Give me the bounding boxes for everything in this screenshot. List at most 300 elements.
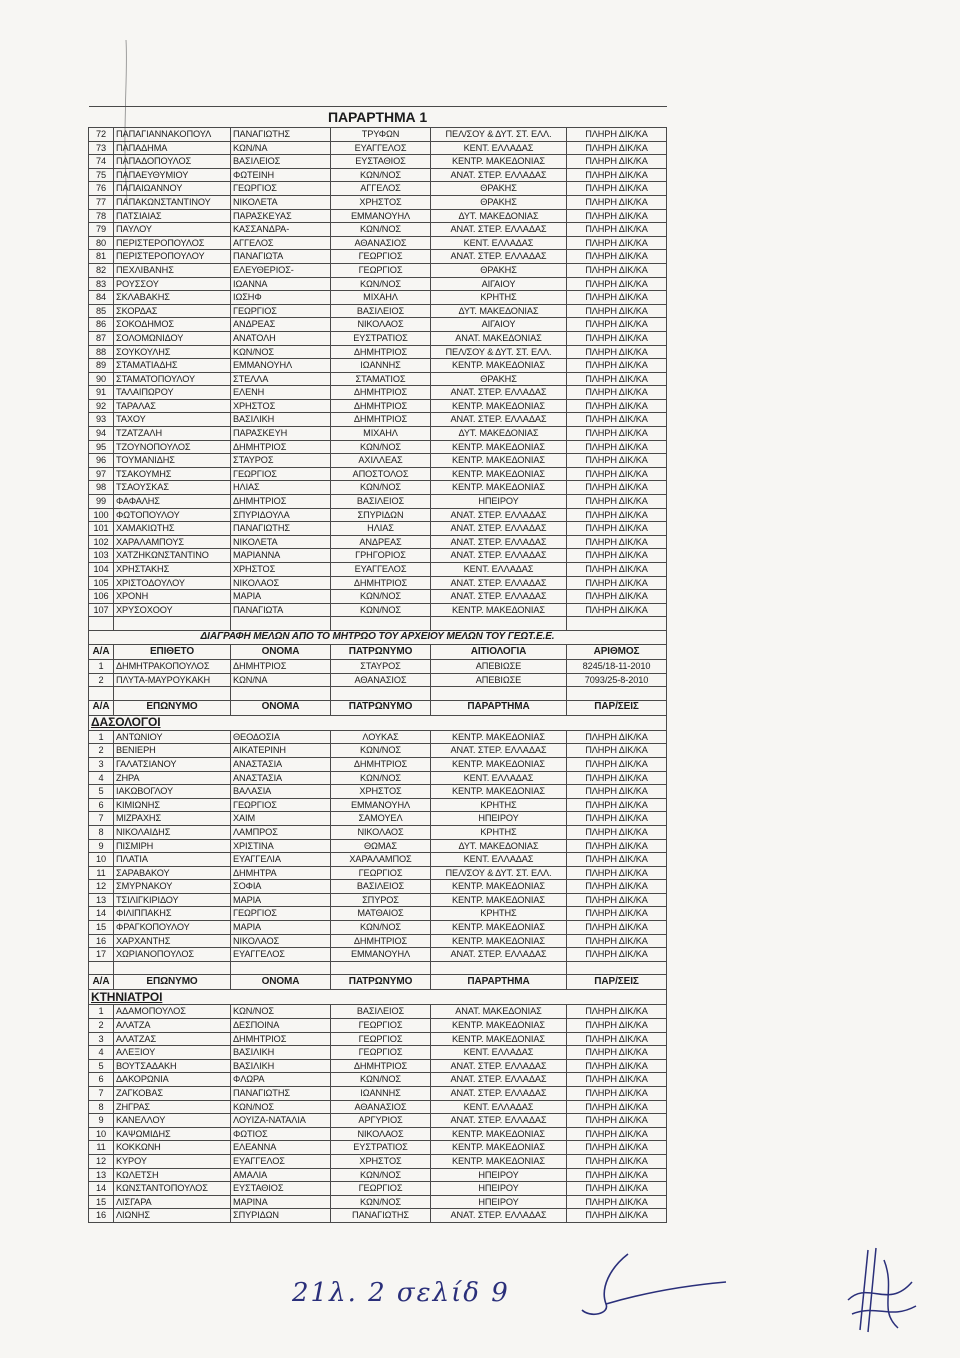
member-row [89,359,667,373]
cell: ΠΛΗΡΗ ΔΙΚ/ΚΑ [567,304,667,318]
cell: ΚΕΝΤΡ. ΜΑΚΕΔΟΝΙΑΣ [431,359,567,373]
cell: ΚΕΝΤΡ. ΜΑΚΕΔΟΝΙΑΣ [431,757,567,771]
member-row [89,440,667,454]
cell: ΧΡΟΝΗ [114,590,231,604]
cell: 11 [89,866,114,880]
cell: ΠΛΗΡΗ ΔΙΚ/ΚΑ [567,454,667,468]
cell: ΠΛΗΡΗ ΔΙΚ/ΚΑ [567,359,667,373]
cell: ΧΑΤΖΗΚΩΝΣΤΑΝΤΙΝΟ [114,549,231,563]
cell: ΠΛΗΡΗ ΔΙΚ/ΚΑ [567,1195,667,1209]
cell: 10 [89,853,114,867]
forester-row [89,798,667,812]
cell: ΑΝΑΤ. ΣΤΕΡ. ΕΛΛΑΔΑΣ [431,1059,567,1073]
cell: 2 [89,673,114,687]
cell: ΔΗΜΗΤΡΙΟΣ [331,386,431,400]
cell: ΘΡΑΚΗΣ [431,182,567,196]
cell: ΖΑΓΚΟΒΑΣ [114,1087,231,1101]
cell: 87 [89,331,114,345]
cell: ΕΜΜΑΝΟΥΗΛ [231,359,331,373]
cell: ΠΛΗΡΗ ΔΙΚ/ΚΑ [567,1127,667,1141]
cell: ΓΕΩΡΓΙΟΣ [231,467,331,481]
column-header: ΟΝΟΜΑ [231,700,331,715]
cell: ΦΙΛΙΠΠΑΚΗΣ [114,907,231,921]
cell: ΠΛΗΡΗ ΔΙΚ/ΚΑ [567,535,667,549]
cell: ΠΛΗΡΗ ΔΙΚ/ΚΑ [567,236,667,250]
cell: ΑΝΑΤ. ΣΤΕΡ. ΕΛΛΑΔΑΣ [431,1073,567,1087]
cell: ΤΖΟΥΝΟΠΟΥΛΟΣ [114,440,231,454]
cell: ΘΩΜΑΣ [331,839,431,853]
member-row [89,576,667,590]
cell: ΧΩΡΙΑΝΟΠΟΥΛΟΣ [114,948,231,962]
cell: 91 [89,386,114,400]
forester-row [89,907,667,921]
cell: ΠΛΗΡΗ ΔΙΚ/ΚΑ [567,372,667,386]
cell: ΣΠΥΡΟΣ [331,893,431,907]
cell: ΑΝΑΤ. ΣΤΕΡ. ΕΛΛΑΔΑΣ [431,223,567,237]
cell: ΠΛΗΡΗ ΔΙΚ/ΚΑ [567,1005,667,1019]
member-row [89,386,667,400]
cell: ΚΩΝΣΤΑΝΤΟΠΟΥΛΟΣ [114,1182,231,1196]
cell: ΠΛΗΡΗ ΔΙΚ/ΚΑ [567,481,667,495]
forester-row [89,825,667,839]
cell: ΠΛΗΡΗ ΔΙΚ/ΚΑ [567,812,667,826]
cell: ΚΟΚΚΩΝΗ [114,1141,231,1155]
cell: ΣΟΛΟΜΩΝΙΔΟΥ [114,331,231,345]
forester-row [89,785,667,799]
cell: ΠΛΗΡΗ ΔΙΚ/ΚΑ [567,331,667,345]
cell: ΑΝΑΤΟΛΗ [231,331,331,345]
cell: ΕΜΜΑΝΟΥΗΛ [331,209,431,223]
cell: ΠΕΛ/ΣΟΥ & ΔΥΤ. ΣΤ. ΕΛΛ. [431,128,567,142]
cell: 2 [89,1019,114,1033]
cell: 88 [89,345,114,359]
cell: ΜΑΡΙΝΑ [231,1195,331,1209]
cell: ΚΩΝ/ΝΟΣ [331,277,431,291]
cell: ΔΗΜΗΤΡΙΟΣ [331,1059,431,1073]
forester-row [89,744,667,758]
cell: ΚΕΝΤ. ΕΛΛΑΔΑΣ [431,1100,567,1114]
cell: 98 [89,481,114,495]
cell: ΑΠΕΒΙΩΣΕ [431,659,567,673]
member-row [89,250,667,264]
cell: ΧΡΗΣΤΟΣ [331,1154,431,1168]
forester-row [89,839,667,853]
cell: ΠΛΗΡΗ ΔΙΚ/ΚΑ [567,1114,667,1128]
cell: 9 [89,1114,114,1128]
vets-section-title-row [89,990,667,1005]
deletion-header-row [89,644,667,659]
cell: ΠΑΠΑΔΟΠΟΥΛΟΣ [114,155,231,169]
forester-row [89,812,667,826]
cell: ΠΛΗΡΗ ΔΙΚ/ΚΑ [567,757,667,771]
cell: ΑΝΑΣΤΑΣΙΑ [231,771,331,785]
column-header: ΕΠΩΝΥΜΟ [114,975,231,990]
cell: 15 [89,921,114,935]
cell: 13 [89,893,114,907]
handwritten-note: 21λ. 2 σελίδ 9 [292,1278,510,1308]
member-row [89,413,667,427]
cell: ΧΡΗΣΤΟΣ [231,563,331,577]
cell: ΠΛΗΡΗ ΔΙΚ/ΚΑ [567,141,667,155]
cell: ΣΑΡΑΒΑΚΟΥ [114,866,231,880]
cell: 102 [89,535,114,549]
cell: ΛΟΥΙΖΑ-ΝΑΤΑΛΙΑ [231,1114,331,1128]
cell: ΠΛΑΤΙΑ [114,853,231,867]
cell: ΛΑΜΠΡΟΣ [231,825,331,839]
cell: ΚΕΝΤΡ. ΜΑΚΕΔΟΝΙΑΣ [431,467,567,481]
vet-row [89,1154,667,1168]
cell: ΤΡΥΦΩΝ [331,128,431,142]
cell: ΚΕΝΤΡ. ΜΑΚΕΔΟΝΙΑΣ [431,880,567,894]
cell: ΣΚΟΡΔΑΣ [114,304,231,318]
cell: ΕΥΑΓΓΕΛΟΣ [231,948,331,962]
cell: 75 [89,168,114,182]
cell: ΑΝΑΤ. ΣΤΕΡ. ΕΛΛΑΔΑΣ [431,250,567,264]
deletion-title: ΔΙΑΓΡΑΦΗ ΜΕΛΩΝ ΑΠΟ ΤΟ ΜΗΤΡΩΟ ΤΟΥ ΑΡΧΕΙΟΥ ΜΕΛΩΝ ΤΟΥ ΓΕΩΤ.Ε.Ε. [89,630,667,644]
cell: ΒΑΛΑΣΙΑ [231,785,331,799]
vet-row [89,1059,667,1073]
cell: ΚΡΗΤΗΣ [431,825,567,839]
cell: 77 [89,195,114,209]
cell: ΚΩΝ/ΝΟΣ [231,1100,331,1114]
member-row [89,277,667,291]
cell: ΓΕΩΡΓΙΟΣ [331,263,431,277]
cell: ΗΠΕΙΡΟΥ [431,812,567,826]
cell: ΠΛΗΡΗ ΔΙΚ/ΚΑ [567,1059,667,1073]
vets-header-row [89,975,667,990]
cell: 16 [89,1209,114,1223]
member-row [89,427,667,441]
cell: ΑΝΑΤ. ΣΤΕΡ. ΕΛΛΑΔΑΣ [431,168,567,182]
cell: ΣΟΚΟΔΗΜΟΣ [114,318,231,332]
cell: ΙΩΑΝΝΗΣ [331,359,431,373]
vet-row [89,1032,667,1046]
cell: ΝΙΚΟΛΑΟΣ [331,825,431,839]
cell: ΠΛΗΡΗ ΔΙΚ/ΚΑ [567,576,667,590]
forester-row [89,866,667,880]
cell: 7 [89,812,114,826]
column-header: ΟΝΟΜΑ [231,644,331,659]
cell: 5 [89,1059,114,1073]
cell: ΑΝΑΤ. ΣΤΕΡ. ΕΛΛΑΔΑΣ [431,413,567,427]
cell: 6 [89,1073,114,1087]
cell: ΓΕΩΡΓΙΟΣ [331,866,431,880]
cell: ΑΘΑΝΑΣΙΟΣ [331,1100,431,1114]
cell: ΤΣΙΛΙΓΚΙΡΙΔΟΥ [114,893,231,907]
cell: ΠΑΡΑΣΚΕΥΗ [231,427,331,441]
column-header: ΠΑΤΡΩΝΥΜΟ [331,700,431,715]
cell: ΓΕΩΡΓΙΟΣ [331,250,431,264]
cell: ΚΡΗΤΗΣ [431,907,567,921]
cell: ΚΕΝΤΡ. ΜΑΚΕΔΟΝΙΑΣ [431,1127,567,1141]
cell: ΚΕΝΤΡ. ΜΑΚΕΔΟΝΙΑΣ [431,1154,567,1168]
cell: ΑΝΑΣΤΑΣΙΑ [231,757,331,771]
cell: ΒΟΥΤΣΑΔΑΚΗ [114,1059,231,1073]
forester-row [89,771,667,785]
cell: ΒΑΣΙΛΕΙΟΣ [331,495,431,509]
cell: ΠΑΠΑΙΩΑΝΝΟΥ [114,182,231,196]
cell: ΠΛΗΡΗ ΔΙΚ/ΚΑ [567,413,667,427]
cell: ΧΑΜΑΚΙΩΤΗΣ [114,522,231,536]
cell: ΑΝΑΤ. ΣΤΕΡ. ΕΛΛΑΔΑΣ [431,535,567,549]
cell: ΘΡΑΚΗΣ [431,263,567,277]
cell: ΚΩΝ/ΝΟΣ [331,771,431,785]
cell: ΠΑΠΑΕΥΘΥΜΙΟΥ [114,168,231,182]
cell: ΠΛΗΡΗ ΔΙΚ/ΚΑ [567,1032,667,1046]
cell: ΔΗΜΗΤΡΙΟΣ [331,413,431,427]
title-row [89,107,667,128]
cell: ΠΛΗΡΗ ΔΙΚ/ΚΑ [567,744,667,758]
cell: ΓΕΩΡΓΙΟΣ [331,1019,431,1033]
cell: ΕΛΕΝΗ [231,386,331,400]
column-header: ΟΝΟΜΑ [231,975,331,990]
cell: ΕΥΣΤΑΘΙΟΣ [231,1182,331,1196]
cell: ΕΛΕΑΝΝΑ [231,1141,331,1155]
member-row [89,508,667,522]
cell: 12 [89,880,114,894]
cell: ΔΕΣΠΟΙΝΑ [231,1019,331,1033]
cell: ΠΛΗΡΗ ΔΙΚ/ΚΑ [567,399,667,413]
cell: 11 [89,1141,114,1155]
cell: ΑΝΑΤ. ΣΤΕΡ. ΕΛΛΑΔΑΣ [431,1209,567,1223]
cell: ΠΛΗΡΗ ΔΙΚ/ΚΑ [567,522,667,536]
cell: ΚΕΝΤΡ. ΜΑΚΕΔΟΝΙΑΣ [431,603,567,617]
member-row [89,535,667,549]
member-row [89,467,667,481]
cell: ΚΩΝ/ΝΟΣ [231,1005,331,1019]
cell: 79 [89,223,114,237]
cell: ΦΑΦΑΛΗΣ [114,495,231,509]
cell: 95 [89,440,114,454]
cell: ΚΩΛΕΤΣΗ [114,1168,231,1182]
cell: ΠΛΗΡΗ ΔΙΚ/ΚΑ [567,866,667,880]
vet-row [89,1046,667,1060]
cell: ΧΡΙΣΤΙΝΑ [231,839,331,853]
member-row [89,331,667,345]
forester-row [89,934,667,948]
vet-row [89,1195,667,1209]
cell: 7 [89,1087,114,1101]
member-row [89,454,667,468]
cell: ΛΟΥΚΑΣ [331,730,431,744]
cell: ΔΗΜΗΤΡΑ [231,866,331,880]
cell: ΕΥΑΓΓΕΛΟΣ [231,1154,331,1168]
cell: ΓΕΩΡΓΙΟΣ [231,907,331,921]
member-row [89,128,667,142]
member-row [89,236,667,250]
member-row [89,549,667,563]
cell: 13 [89,1168,114,1182]
member-row [89,318,667,332]
cell: ΕΜΜΑΝΟΥΗΛ [331,798,431,812]
column-header: ΠΑΡ/ΣΕΙΣ [567,975,667,990]
cell: ΚΕΝΤΡ. ΜΑΚΕΔΟΝΙΑΣ [431,921,567,935]
cell: ΠΑΠΑΔΗΜΑ [114,141,231,155]
page-title: ΠΑΡΑΡΤΗΜΑ 1 [89,107,667,128]
column-header: Α/Α [89,975,114,990]
cell: ΠΛΗΡΗ ΔΙΚ/ΚΑ [567,223,667,237]
cell: ΣΑΜΟΥΕΛ [331,812,431,826]
cell: ΑΙΓΑΙΟΥ [431,277,567,291]
cell: ΕΛΕΥΘΕΡΙΟΣ- [231,263,331,277]
cell: ΚΕΝΤΡ. ΜΑΚΕΔΟΝΙΑΣ [431,481,567,495]
cell: ΠΛΗΡΗ ΔΙΚ/ΚΑ [567,603,667,617]
cell: 3 [89,1032,114,1046]
cell: ΠΛΗΡΗ ΔΙΚ/ΚΑ [567,467,667,481]
cell: ΑΙΚΑΤΕΡΙΝΗ [231,744,331,758]
foresters-header-row [89,700,667,715]
cell: ΤΑΛΑΙΠΩΡΟΥ [114,386,231,400]
cell: ΠΛΗΡΗ ΔΙΚ/ΚΑ [567,195,667,209]
cell: ΠΑΝΑΓΙΩΤΗΣ [231,128,331,142]
cell: ΠΛΗΡΗ ΔΙΚ/ΚΑ [567,1141,667,1155]
member-row [89,590,667,604]
cell: ΠΛΗΡΗ ΔΙΚ/ΚΑ [567,263,667,277]
cell: ΠΛΗΡΗ ΔΙΚ/ΚΑ [567,785,667,799]
cell: ΠΑΥΛΟΥ [114,223,231,237]
cell: ΑΜΑΛΙΑ [231,1168,331,1182]
cell: ΣΤΑΥΡΟΣ [331,659,431,673]
cell: 16 [89,934,114,948]
cell: 14 [89,1182,114,1196]
cell: ΓΕΩΡΓΙΟΣ [331,1032,431,1046]
forester-row [89,757,667,771]
cell: 14 [89,907,114,921]
cell: ΠΕΛ/ΣΟΥ & ΔΥΤ. ΣΤ. ΕΛΛ. [431,866,567,880]
cell: ΧΡΗΣΤΟΣ [331,195,431,209]
cell: ΚΕΝΤ. ΕΛΛΑΔΑΣ [431,141,567,155]
cell: ΑΠΕΒΙΩΣΕ [431,673,567,687]
cell: ΑΝΤΩΝΙΟΥ [114,730,231,744]
cell: 4 [89,1046,114,1060]
cell: ΔΥΤ. ΜΑΚΕΔΟΝΙΑΣ [431,304,567,318]
cell: ΠΑΝΑΓΙΩΤΑ [231,250,331,264]
cell: 17 [89,948,114,962]
cell: 99 [89,495,114,509]
cell: ΒΑΣΙΛΙΚΗ [231,413,331,427]
cell: ΠΛΗΡΗ ΔΙΚ/ΚΑ [567,291,667,305]
cell: ΧΑΙΜ [231,812,331,826]
cell: ΔΥΤ. ΜΑΚΕΔΟΝΙΑΣ [431,427,567,441]
cell: ΔΗΜΗΤΡΙΟΣ [331,757,431,771]
cell: 9 [89,839,114,853]
member-row [89,603,667,617]
cell: ΖΗΓΡΑΣ [114,1100,231,1114]
cell: ΗΠΕΙΡΟΥ [431,495,567,509]
cell: ΠΛΗΡΗ ΔΙΚ/ΚΑ [567,128,667,142]
cell: ΛΙΩΝΗΣ [114,1209,231,1223]
cell: 1 [89,659,114,673]
cell: ΚΕΝΤ. ΕΛΛΑΔΑΣ [431,853,567,867]
cell: ΠΛΗΡΗ ΔΙΚ/ΚΑ [567,839,667,853]
member-row [89,223,667,237]
cell: ΠΑΠΑΚΩΝΣΤΑΝΤΙΝΟΥ [114,195,231,209]
cell: ΓΕΩΡΓΙΟΣ [331,1182,431,1196]
cell: 80 [89,236,114,250]
cell: ΚΩΝ/ΝΟΣ [331,481,431,495]
cell: ΠΛΗΡΗ ΔΙΚ/ΚΑ [567,549,667,563]
cell: ΑΡΓΥΡΙΟΣ [331,1114,431,1128]
cell: 90 [89,372,114,386]
cell: ΠΛΗΡΗ ΔΙΚ/ΚΑ [567,1100,667,1114]
member-row [89,563,667,577]
member-row [89,495,667,509]
vet-row [89,1209,667,1223]
vet-row [89,1168,667,1182]
cell: ΓΕΩΡΓΙΟΣ [231,304,331,318]
cell: 2 [89,744,114,758]
cell: ΑΓΓΕΛΟΣ [231,236,331,250]
cell: ΑΝΑΤ. ΣΤΕΡ. ΕΛΛΑΔΑΣ [431,948,567,962]
cell: ΑΓΓΕΛΟΣ [331,182,431,196]
cell: ΔΗΜΗΤΡΙΟΣ [231,659,331,673]
signature-right [838,1240,922,1340]
cell: 97 [89,467,114,481]
cell: ΚΕΝΤ. ΕΛΛΑΔΑΣ [431,563,567,577]
column-header: ΑΙΤΙΟΛΟΓΙΑ [431,644,567,659]
cell: ΠΛΗΡΗ ΔΙΚ/ΚΑ [567,934,667,948]
member-row [89,195,667,209]
cell: ΚΡΗΤΗΣ [431,798,567,812]
cell: ΑΙΓΑΙΟΥ [431,318,567,332]
cell: ΠΛΗΡΗ ΔΙΚ/ΚΑ [567,250,667,264]
column-header: ΕΠΙΘΕΤΟ [114,644,231,659]
cell: ΚΩΝ/ΝΟΣ [331,1168,431,1182]
cell: ΜΑΡΙΑ [231,590,331,604]
cell: ΠΛΥΤΑ-ΜΑΥΡΟΥΚΑΚΗ [114,673,231,687]
cell: ΔΑΚΟΡΩΝΙΑ [114,1073,231,1087]
forester-row [89,880,667,894]
cell: ΖΗΡΑ [114,771,231,785]
cell: ΚΥΡΟΥ [114,1154,231,1168]
cell: ΘΕΟΔΟΣΙΑ [231,730,331,744]
cell: ΚΕΝΤ. ΕΛΛΑΔΑΣ [431,1046,567,1060]
blank-row [89,617,667,631]
cell: ΠΛΗΡΗ ΔΙΚ/ΚΑ [567,386,667,400]
cell: 85 [89,304,114,318]
cell: ΠΛΗΡΗ ΔΙΚ/ΚΑ [567,155,667,169]
cell: ΑΝΑΤ. ΣΤΕΡ. ΕΛΛΑΔΑΣ [431,576,567,590]
cell: ΠΕΛ/ΣΟΥ & ΔΥΤ. ΣΤ. ΕΛΛ. [431,345,567,359]
cell: ΔΗΜΗΤΡΙΟΣ [331,399,431,413]
cell: ΠΕΡΙΣΤΕΡΟΠΟΥΛΟΣ [114,236,231,250]
cell: ΚΑΝΕΛΛΟΥ [114,1114,231,1128]
column-header: ΠΑΤΡΩΝΥΜΟ [331,975,431,990]
member-row [89,209,667,223]
cell: 1 [89,730,114,744]
cell: ΤΣΑΟΥΣΚΑΣ [114,481,231,495]
cell: ΝΙΚΟΛΑΟΣ [231,576,331,590]
forester-row [89,730,667,744]
cell: ΘΡΑΚΗΣ [431,372,567,386]
cell: ΜΑΡΙΑΝΝΑ [231,549,331,563]
cell: ΧΑΡΧΑΝΤΗΣ [114,934,231,948]
cell: ΒΑΣΙΛΕΙΟΣ [331,1005,431,1019]
cell: ΤΟΥΜΑΝΙΔΗΣ [114,454,231,468]
cell: 4 [89,771,114,785]
cell: ΚΕΝΤ. ΕΛΛΑΔΑΣ [431,771,567,785]
member-row [89,522,667,536]
column-header: ΠΑΡ/ΣΕΙΣ [567,700,667,715]
cell: ΕΥΣΤΑΘΙΟΣ [331,155,431,169]
vet-row [89,1182,667,1196]
cell: ΚΙΜΙΩΝΗΣ [114,798,231,812]
cell: ΝΙΚΟΛΑΟΣ [231,934,331,948]
cell: ΘΡΑΚΗΣ [431,195,567,209]
cell: ΜΑΡΙΑ [231,893,331,907]
cell: 5 [89,785,114,799]
cell: ΠΛΗΡΗ ΔΙΚ/ΚΑ [567,345,667,359]
